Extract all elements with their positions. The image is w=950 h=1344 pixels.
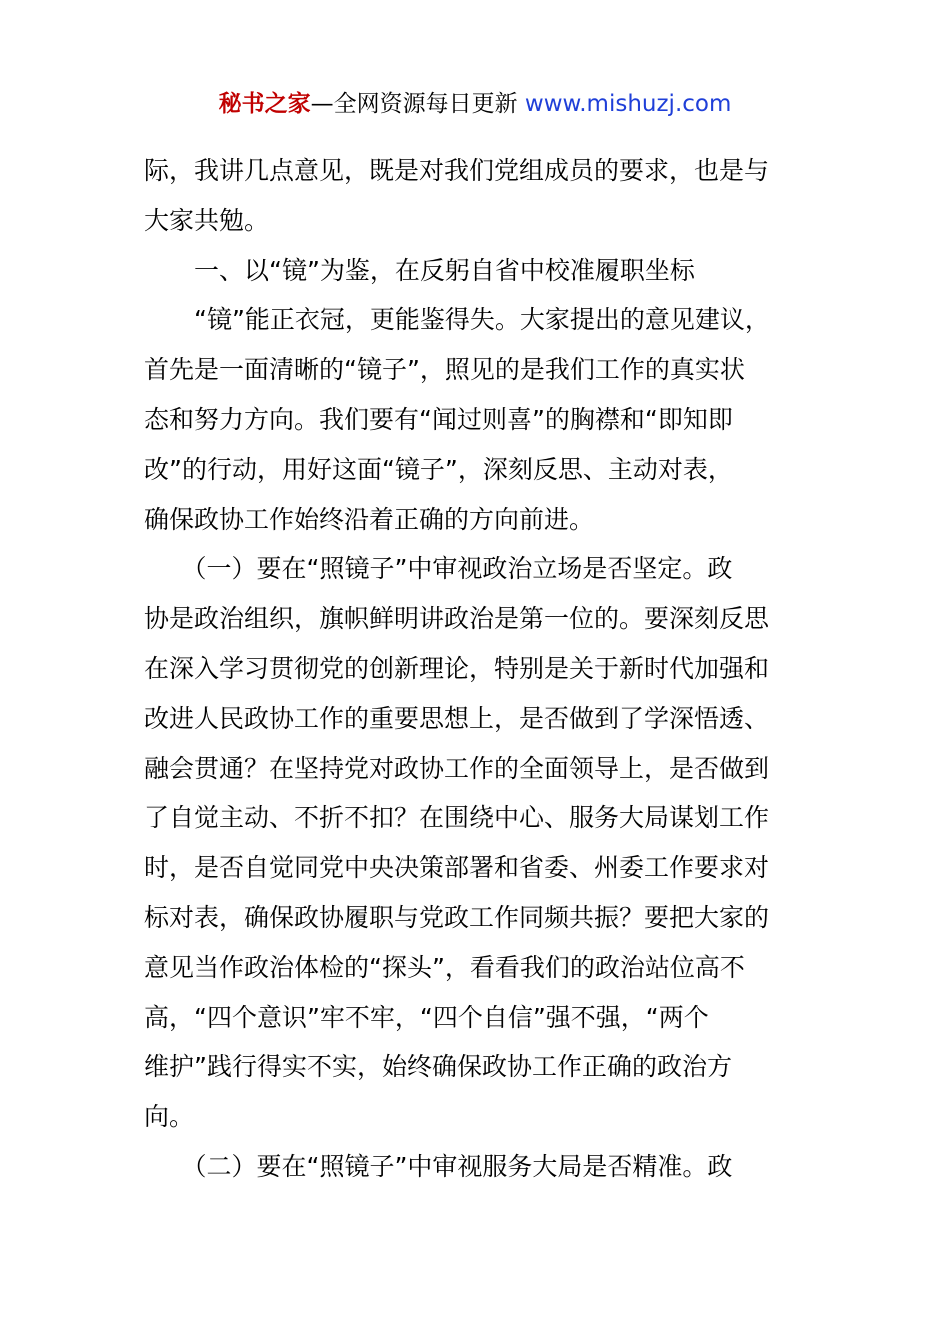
text-line: 改”的行动，用好这面“镜子”，深刻反思、主动对表，: [144, 454, 733, 484]
text-line: 向。: [144, 1102, 195, 1132]
text-line: 确保政协工作始终沿着正确的方向前进。: [144, 504, 595, 534]
text-line: 大家共勉。: [144, 205, 270, 235]
site-brand: 秘书之家: [218, 91, 311, 117]
section-heading: 一、以“镜”为鉴，在反躬自省中校准履职坐标: [144, 255, 695, 285]
document-body: [144, 146, 808, 1192]
text-line: 改进人民政协工作的重要思想上，是否做到了学深悟透、: [144, 703, 770, 733]
text-line: 高，“四个意识”牢不牢，“四个自信”强不强，“两个: [144, 1002, 709, 1032]
text-line: 意见当作政治体检的“探头”，看看我们的政治站位高不: [144, 952, 745, 982]
site-header: [0, 86, 950, 122]
text-line: （二）要在“照镜子”中审视服务大局是否精准。政: [144, 1151, 733, 1181]
text-line: 首先是一面清晰的“镜子”，照见的是我们工作的真实状: [144, 355, 745, 385]
site-url: www.mishuzj.com: [524, 91, 732, 117]
text-line: 态和努力方向。我们要有“闻过则喜”的胸襟和“即知即: [144, 404, 733, 434]
text-line: 协是政治组织，旗帜鲜明讲政治是第一位的。要深刻反思: [144, 604, 770, 634]
text-line: 标对表，确保政协履职与党政工作同频共振？要把大家的: [144, 902, 770, 932]
text-line: “镜”能正衣冠，更能鉴得失。大家提出的意见建议，: [144, 305, 770, 335]
text-line: 维护”践行得实不实，始终确保政协工作正确的政治方: [144, 1052, 732, 1082]
text-line: 时，是否自觉同党中央决策部署和省委、州委工作要求对: [144, 853, 770, 883]
text-line: （一）要在“照镜子”中审视政治立场是否坚定。政: [144, 554, 733, 584]
text-line: 融会贯通？在坚持党对政协工作的全面领导上，是否做到: [144, 753, 770, 783]
text-line: 在深入学习贯彻党的创新理论，特别是关于新时代加强和: [144, 653, 770, 683]
site-tagline: —全网资源每日更新: [310, 91, 525, 117]
text-line: 了自觉主动、不折不扣？在围绕中心、服务大局谋划工作: [144, 803, 770, 833]
text-line: 际，我讲几点意见，既是对我们党组成员的要求，也是与: [144, 156, 770, 185]
